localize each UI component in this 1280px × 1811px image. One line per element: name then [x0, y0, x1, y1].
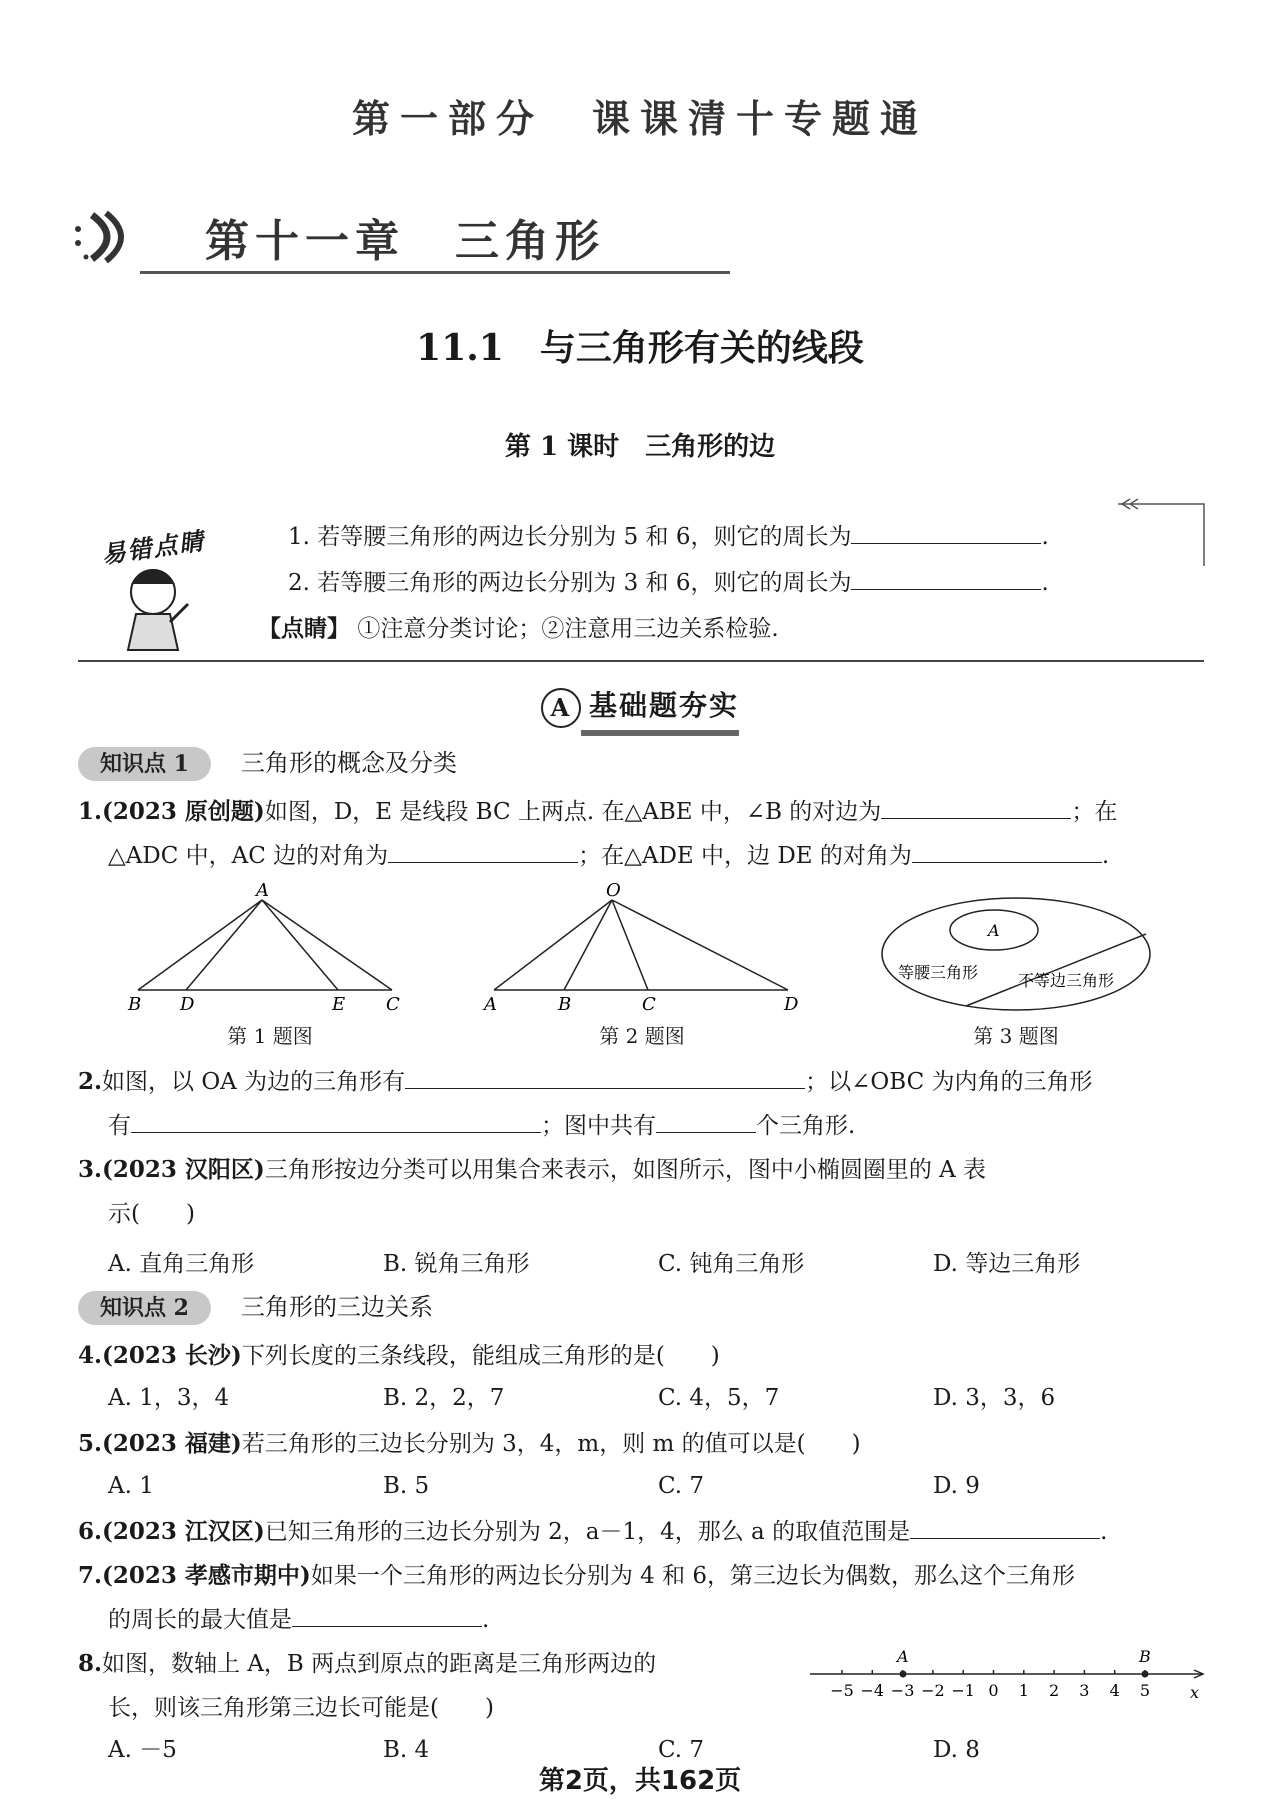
axis-tick-label: −1 [951, 1681, 975, 1700]
option-a[interactable]: A. －5 [108, 1737, 177, 1763]
point-B-marker [1142, 1671, 1149, 1678]
section-underline [581, 730, 739, 736]
chapter-title: 第十一章 三角形 [205, 216, 605, 267]
option-c[interactable]: C. 7 [658, 1473, 705, 1499]
knowledge-point-2 [78, 1290, 433, 1324]
error-question-1: 1. 若等腰三角形的两边长分别为 5 和 6，则它的周长为 . [288, 514, 1188, 560]
section-a-title: 基础题夯实 [588, 689, 739, 722]
answer-blank[interactable] [881, 796, 1071, 819]
question-4-options [108, 1378, 1208, 1418]
option-a[interactable]: A. 1 [108, 1473, 154, 1499]
question-5: 5.(2023 福建)若三角形的三边长分别为 3，4，m，则 m 的值可以是( ) [78, 1430, 861, 1457]
answer-blank[interactable] [405, 1066, 805, 1089]
axis-variable: x [1190, 1683, 1200, 1702]
section-letter-circle: A [541, 688, 581, 728]
chapter-header [70, 205, 730, 285]
label-O: O [606, 882, 621, 901]
error-badge [78, 524, 228, 654]
axis-tick-label: −2 [921, 1681, 945, 1700]
error-prone-box [78, 496, 1204, 662]
option-b[interactable]: B. 4 [383, 1737, 430, 1763]
option-b[interactable]: B. 锐角三角形 [383, 1251, 530, 1277]
answer-blank[interactable] [910, 1516, 1100, 1539]
option-d[interactable]: D. 9 [933, 1473, 980, 1499]
kp-label: 知识点 1 [78, 747, 211, 781]
section-a-header [0, 684, 1280, 736]
part-title: 第一部分 课课清十专题通 [351, 96, 928, 141]
kp-label: 知识点 2 [78, 1291, 211, 1325]
label-isosceles: 等腰三角形 [898, 963, 979, 982]
option-a[interactable]: A. 直角三角形 [108, 1251, 255, 1277]
figure-3-venn [876, 894, 1156, 1014]
figure-1-caption: 第 1 题图 [227, 1024, 313, 1048]
answer-blank[interactable] [292, 1604, 482, 1627]
point-A-label: A [897, 1647, 909, 1666]
axis-tick-label: 5 [1139, 1681, 1151, 1700]
figure-3-caption: 第 3 题图 [973, 1024, 1059, 1048]
question-4: 4.(2023 长沙)下列长度的三条线段，能组成三角形的是( ) [78, 1342, 720, 1369]
question-1: 1.(2023 原创题)如图，D，E 是线段 BC 上两点. 在△ABE 中，∠B 的对边为 ；在 △ADC 中，AC 边的对角为 ；在△ADE 中，边 DE 的对角为 . [78, 798, 1118, 869]
option-c[interactable]: C. 钝角三角形 [658, 1251, 805, 1277]
error-tip: 【点睛】 ①注意分类讨论；②注意用三边关系检验. [258, 615, 779, 642]
option-c[interactable]: C. 4，5，7 [658, 1385, 780, 1411]
figure-1-triangle [120, 882, 420, 1012]
axis-tick-label: 3 [1079, 1681, 1090, 1700]
answer-blank[interactable] [656, 1110, 756, 1133]
kp-title: 三角形的三边关系 [240, 1293, 433, 1321]
label-E: E [332, 994, 346, 1012]
point-A-marker [900, 1671, 907, 1678]
label-A: A [256, 882, 269, 901]
question-5-options [108, 1466, 1208, 1506]
option-b[interactable]: B. 2，2，7 [383, 1385, 505, 1411]
label-scalene: 不等边三角形 [1018, 971, 1115, 990]
label-C: C [642, 994, 656, 1012]
axis-tick-label: 4 [1109, 1681, 1120, 1700]
kp-title: 三角形的概念及分类 [240, 749, 457, 777]
label-B: B [558, 994, 572, 1012]
question-6: 6.(2023 江汉区)已知三角形的三边长分别为 2，a－1，4，那么 a 的取值范围是 . [78, 1518, 1108, 1545]
axis-tick-label: 0 [988, 1681, 999, 1700]
label-C: C [386, 994, 400, 1012]
question-3-options [108, 1244, 1208, 1284]
axis-tick-label: −5 [830, 1681, 854, 1700]
axis-tick-label: −3 [890, 1681, 915, 1700]
knowledge-point-1 [78, 746, 457, 780]
label-D: D [180, 994, 195, 1012]
chapter-underline [140, 271, 730, 274]
answer-blank[interactable] [131, 1110, 541, 1133]
label-A: A [988, 921, 1000, 940]
answer-blank[interactable] [912, 840, 1102, 863]
number-line [806, 1646, 1206, 1706]
option-d[interactable]: D. 3，3，6 [933, 1385, 1056, 1411]
axis-tick-label: −4 [860, 1681, 885, 1700]
answer-blank[interactable] [388, 840, 578, 863]
label-D: D [784, 994, 799, 1012]
point-B-label: B [1139, 1647, 1151, 1666]
question-2: 2.如图，以 OA 为边的三角形有 ；以∠OBC 为内角的三角形 有 ；图中共有 个三角形. [78, 1068, 1093, 1139]
error-question-2: 2. 若等腰三角形的两边长分别为 3 和 6，则它的周长为 . [288, 560, 1188, 606]
section-title: 11.1 与三角形有关的线段 [416, 327, 864, 369]
axis-tick-label: 2 [1049, 1681, 1060, 1700]
question-7: 7.(2023 孝感市期中)如果一个三角形的两边长分别为 4 和 6，第三边长为偶数，那么这个三角形 的周长的最大值是 . [78, 1562, 1076, 1633]
axis-tick-label: 1 [1018, 1681, 1029, 1700]
chapter-swirl-icon [70, 207, 140, 267]
question-8: 8.如图，数轴上 A，B 两点到原点的距离是三角形两边的 长，则该三角形第三边长可能是( ) [78, 1650, 657, 1721]
figure-2-triangle [482, 882, 812, 1012]
option-d[interactable]: D. 8 [933, 1737, 980, 1763]
question-3: 3.(2023 汉阳区)三角形按边分类可以用集合来表示，如图所示，图中小椭圆圈里的 A 表 示( ) [78, 1156, 987, 1227]
label-B: B [128, 994, 142, 1012]
option-a[interactable]: A. 1，3，4 [108, 1385, 230, 1411]
answer-blank[interactable] [851, 567, 1041, 590]
figure-2-caption: 第 2 题图 [599, 1024, 685, 1048]
page-footer: 第2页，共162页 [538, 1766, 742, 1796]
option-b[interactable]: B. 5 [383, 1473, 430, 1499]
option-c[interactable]: C. 7 [658, 1737, 705, 1763]
option-d[interactable]: D. 等边三角形 [933, 1251, 1081, 1277]
answer-blank[interactable] [851, 521, 1041, 544]
label-A: A [484, 994, 497, 1012]
error-badge-label: 易错点睛 [99, 525, 207, 570]
lesson-title: 第 1 课时 三角形的边 [504, 432, 776, 462]
